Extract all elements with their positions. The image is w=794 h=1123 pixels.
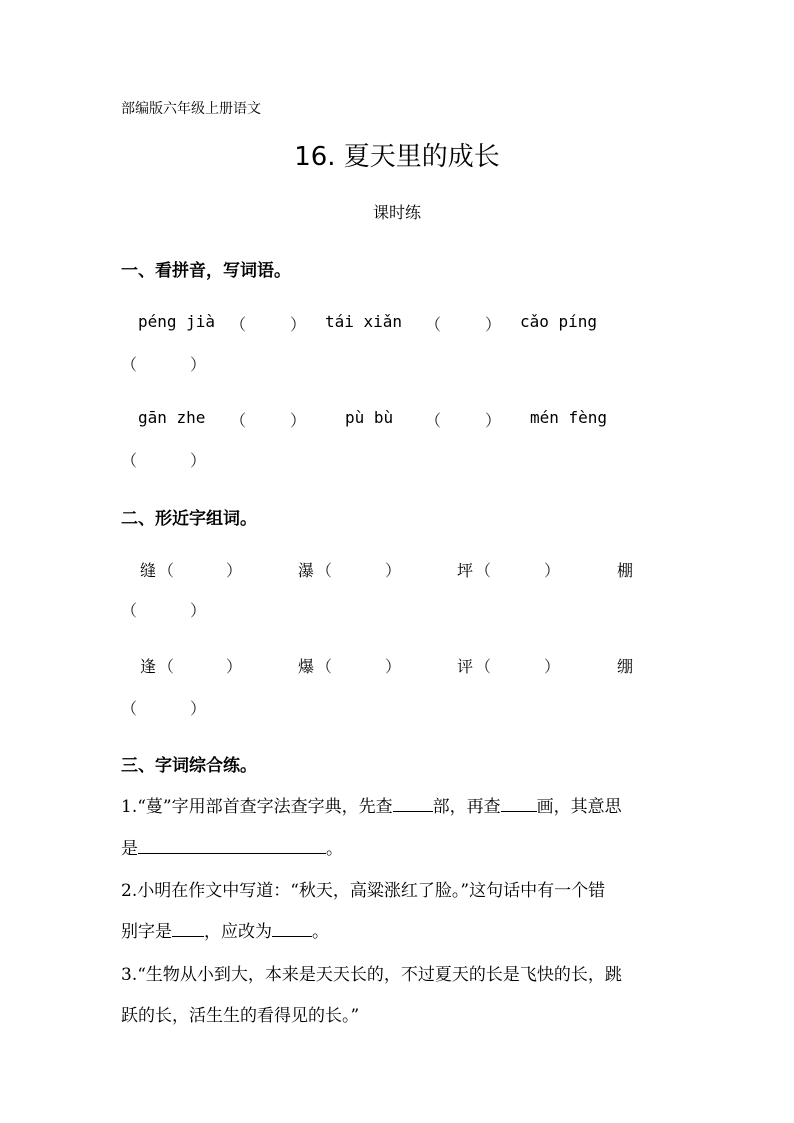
question-2: 2.小明在作文中写道：“秋天，高粱涨红了脸。”这句话中有一个错 (121, 881, 606, 901)
close-paren: ） (485, 411, 502, 430)
open-paren: （ (230, 411, 247, 430)
page-title: 16. 夏天里的成长 (294, 142, 500, 172)
open-paren: （ (158, 657, 175, 676)
question-3-cont: 跃的长，活生生的看得见的长。” (121, 1006, 360, 1026)
grade-tag: 部编版六年级上册语文 (121, 101, 261, 117)
close-paren: ） (485, 315, 502, 334)
section3-heading: 三、字词综合练。 (121, 756, 257, 776)
section1-heading: 一、看拼音，写词语。 (121, 261, 291, 281)
open-paren: （ (316, 657, 333, 676)
q1-text-a: 1.“蔓”字用部首查字法查字典，先查 (121, 797, 393, 817)
close-paren: ） (190, 355, 207, 374)
open-paren: （ (425, 411, 442, 430)
question-3: 3.“生物从小到大，本来是天天长的，不过夏天的长是飞快的长，跳 (121, 965, 622, 985)
open-paren: （ (121, 451, 138, 470)
close-paren: ） (544, 561, 561, 580)
answer-blank[interactable] (138, 837, 326, 854)
open-paren: （ (475, 657, 492, 676)
pinyin-3: cǎo píng (520, 312, 598, 331)
close-paren: ） (190, 451, 207, 470)
char-3: 坪 (457, 561, 474, 580)
char-8: 绷 (617, 657, 634, 676)
char-5: 逢 (140, 657, 157, 676)
q2-text-d: 。 (312, 922, 329, 942)
close-paren: ） (226, 657, 243, 676)
close-paren: ） (544, 657, 561, 676)
page-subtitle: 课时练 (372, 203, 421, 222)
answer-blank[interactable] (172, 920, 204, 937)
close-paren: ） (190, 601, 207, 620)
answer-blank[interactable] (501, 795, 537, 812)
open-paren: （ (475, 561, 492, 580)
char-7: 评 (457, 657, 474, 676)
q1-text-c: 画，其意思 (536, 797, 622, 817)
close-paren: ） (290, 315, 307, 334)
pinyin-6: mén fèng (530, 408, 608, 427)
pinyin-2: tái xiǎn (325, 312, 403, 331)
char-1: 缝 (140, 561, 157, 580)
open-paren: （ (158, 561, 175, 580)
close-paren: ） (190, 699, 207, 718)
open-paren: （ (121, 699, 138, 718)
question-2-cont (121, 917, 329, 942)
char-2: 瀑 (298, 561, 315, 580)
close-paren: ） (290, 411, 307, 430)
q1-text-b: 部，再查 (432, 797, 501, 817)
question-1-cont (121, 834, 343, 859)
close-paren: ） (385, 561, 402, 580)
question-1 (121, 792, 622, 817)
close-paren: ） (226, 561, 243, 580)
section2-heading: 二、形近字组词。 (121, 509, 257, 529)
answer-blank[interactable] (393, 795, 433, 812)
q1-text-e: 。 (326, 839, 343, 859)
open-paren: （ (316, 561, 333, 580)
q2-text-b: 别字是 (121, 922, 172, 942)
close-paren: ） (385, 657, 402, 676)
q2-text-c: ，应改为 (204, 922, 272, 942)
pinyin-1: péng jià (138, 312, 216, 331)
open-paren: （ (230, 315, 247, 334)
open-paren: （ (121, 355, 138, 374)
char-4: 棚 (617, 561, 634, 580)
pinyin-5: pù bù (345, 408, 394, 427)
answer-blank[interactable] (272, 920, 312, 937)
q1-text-d: 是 (121, 839, 138, 859)
open-paren: （ (425, 315, 442, 334)
pinyin-4: gān zhe (138, 408, 206, 427)
open-paren: （ (121, 601, 138, 620)
char-6: 爆 (298, 657, 315, 676)
